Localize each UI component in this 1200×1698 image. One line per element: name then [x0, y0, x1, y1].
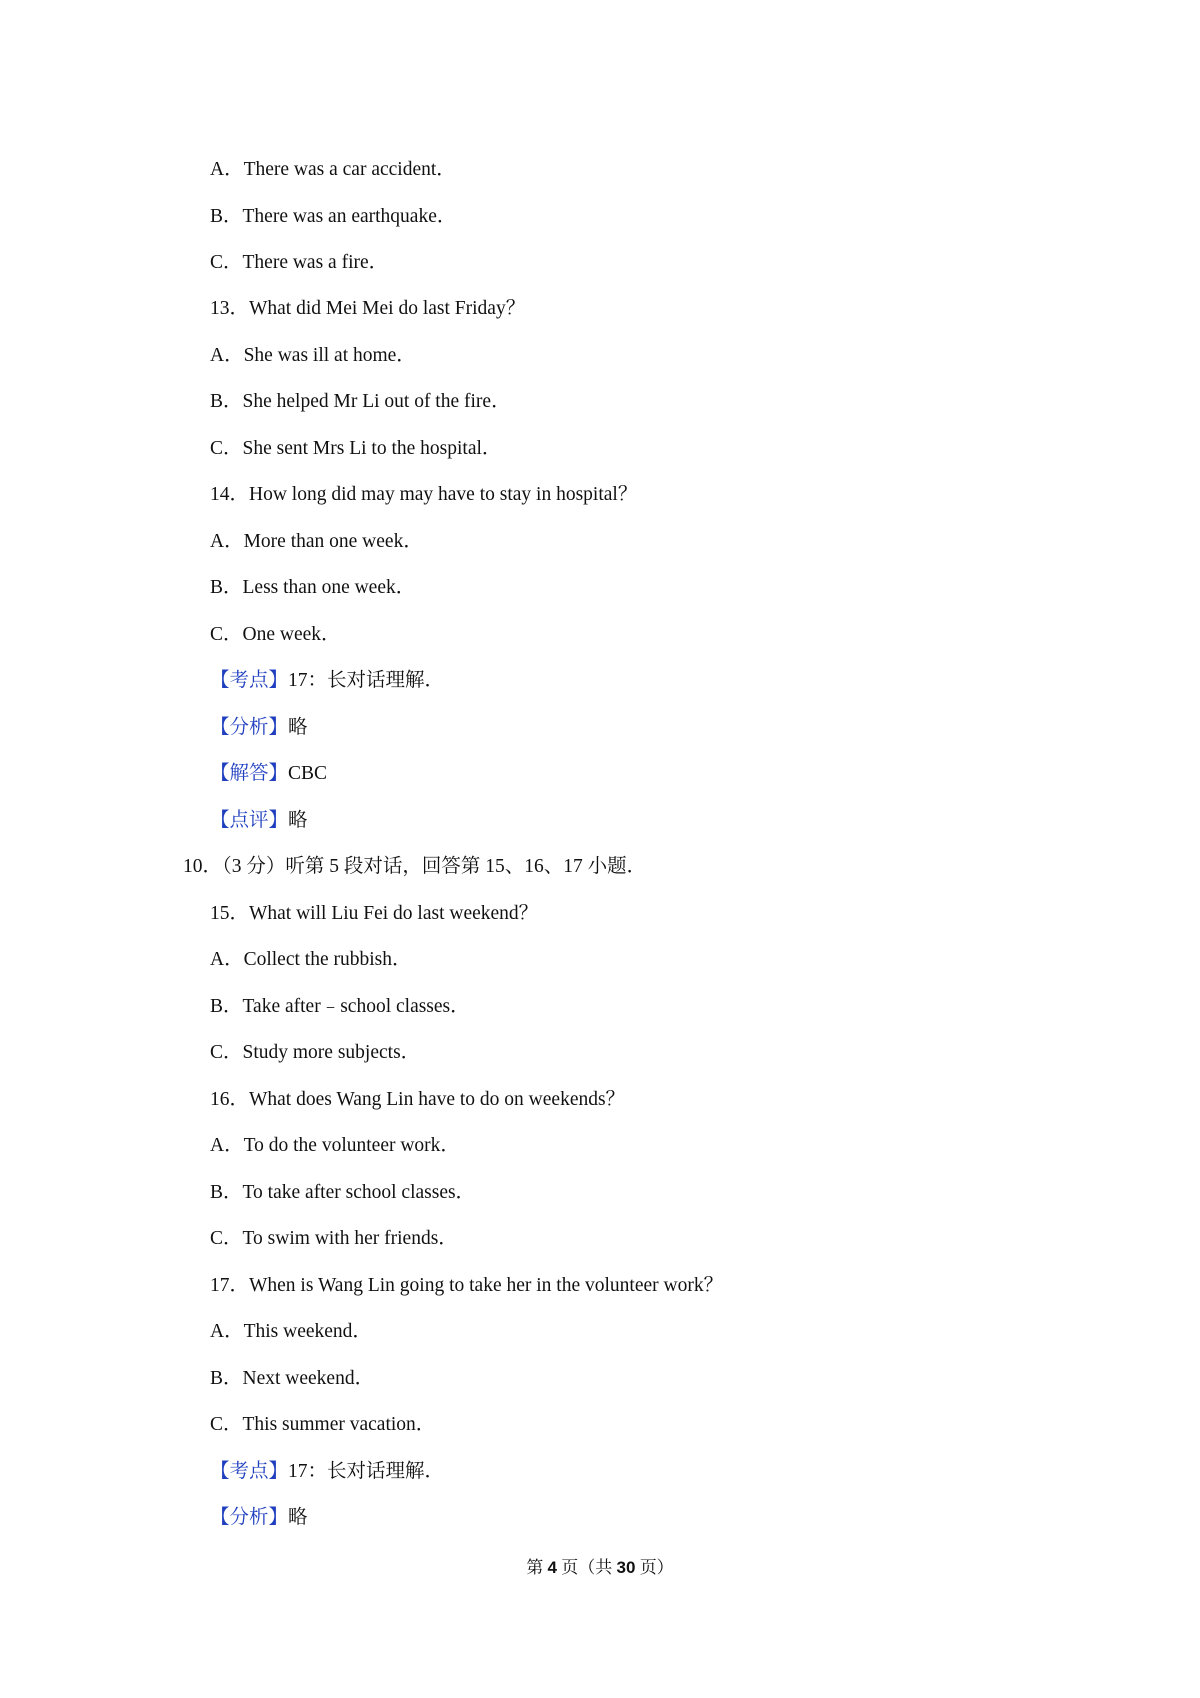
analysis1-jieda [210, 761, 327, 787]
q17-option-b: B．Next weekend． [210, 1368, 375, 1389]
jieda-tag: 【解答】 [210, 763, 289, 784]
q13-option-b: B．She helped Mr Li out of the fire． [210, 391, 511, 412]
q12-option-c: C．There was a fire． [210, 252, 389, 273]
kaodian-tag: 【考点】 [210, 1461, 289, 1482]
q16-option-a: A．To do the volunteer work． [210, 1135, 460, 1156]
analysis1-dianping [210, 808, 308, 834]
analysis2-fenxi [210, 1505, 308, 1531]
q14-option-a: A．More than one week． [210, 531, 423, 552]
q14-option-c: C．One week． [210, 624, 341, 645]
q17-option-a: A．This weekend． [210, 1321, 372, 1342]
q16-option-b: B．To take after school classes． [210, 1182, 476, 1203]
section-10-heading: 10．（3 分）听第 5 段对话，回答第 15、16、17 小题． [183, 856, 647, 877]
q15-option-b: B．Take after﹣school classes． [210, 996, 470, 1017]
q14-option-b: B．Less than one week． [210, 577, 416, 598]
q17-option-c: C．This summer vacation． [210, 1414, 436, 1435]
analysis2-kaodian [210, 1459, 444, 1485]
q12-option-a: A．There was a car accident． [210, 159, 456, 180]
fenxi-text: 略 [288, 717, 308, 738]
page-footer [0, 1556, 1200, 1580]
q15-option-a: A．Collect the rubbish． [210, 949, 412, 970]
q15-option-c: C．Study more subjects． [210, 1042, 421, 1063]
fenxi-tag: 【分析】 [210, 1507, 289, 1528]
footer-suffix: 页） [635, 1558, 674, 1577]
analysis1-fenxi [210, 715, 308, 741]
footer-page-number: 4 [547, 1558, 558, 1577]
q16-option-c: C．To swim with her friends． [210, 1228, 458, 1249]
fenxi-tag: 【分析】 [210, 717, 289, 738]
jieda-text: CBC [288, 763, 328, 784]
q12-option-b: B．There was an earthquake． [210, 206, 457, 227]
dianping-text: 略 [288, 810, 308, 831]
q16-question: 16．What does Wang Lin have to do on weekends？ [210, 1089, 626, 1110]
q17-question: 17．When is Wang Lin going to take her in the volunteer work？ [210, 1275, 724, 1296]
q15-question: 15．What will Liu Fei do last weekend？ [210, 903, 539, 924]
kaodian-tag: 【考点】 [210, 670, 289, 691]
kaodian-text: 17：长对话理解． [288, 1461, 445, 1482]
footer-total-pages: 30 [616, 1558, 636, 1577]
q14-question: 14．How long did may may have to stay in hospital？ [210, 484, 638, 505]
q13-option-c: C．She sent Mrs Li to the hospital． [210, 438, 502, 459]
footer-middle: 页（共 [557, 1558, 617, 1577]
fenxi-text: 略 [288, 1507, 308, 1528]
analysis1-kaodian [210, 668, 444, 694]
q13-option-a: A．She was ill at home． [210, 345, 416, 366]
footer-prefix: 第 [526, 1558, 548, 1577]
dianping-tag: 【点评】 [210, 810, 289, 831]
q13-question: 13．What did Mei Mei do last Friday？ [210, 298, 526, 319]
kaodian-text: 17：长对话理解． [288, 670, 445, 691]
